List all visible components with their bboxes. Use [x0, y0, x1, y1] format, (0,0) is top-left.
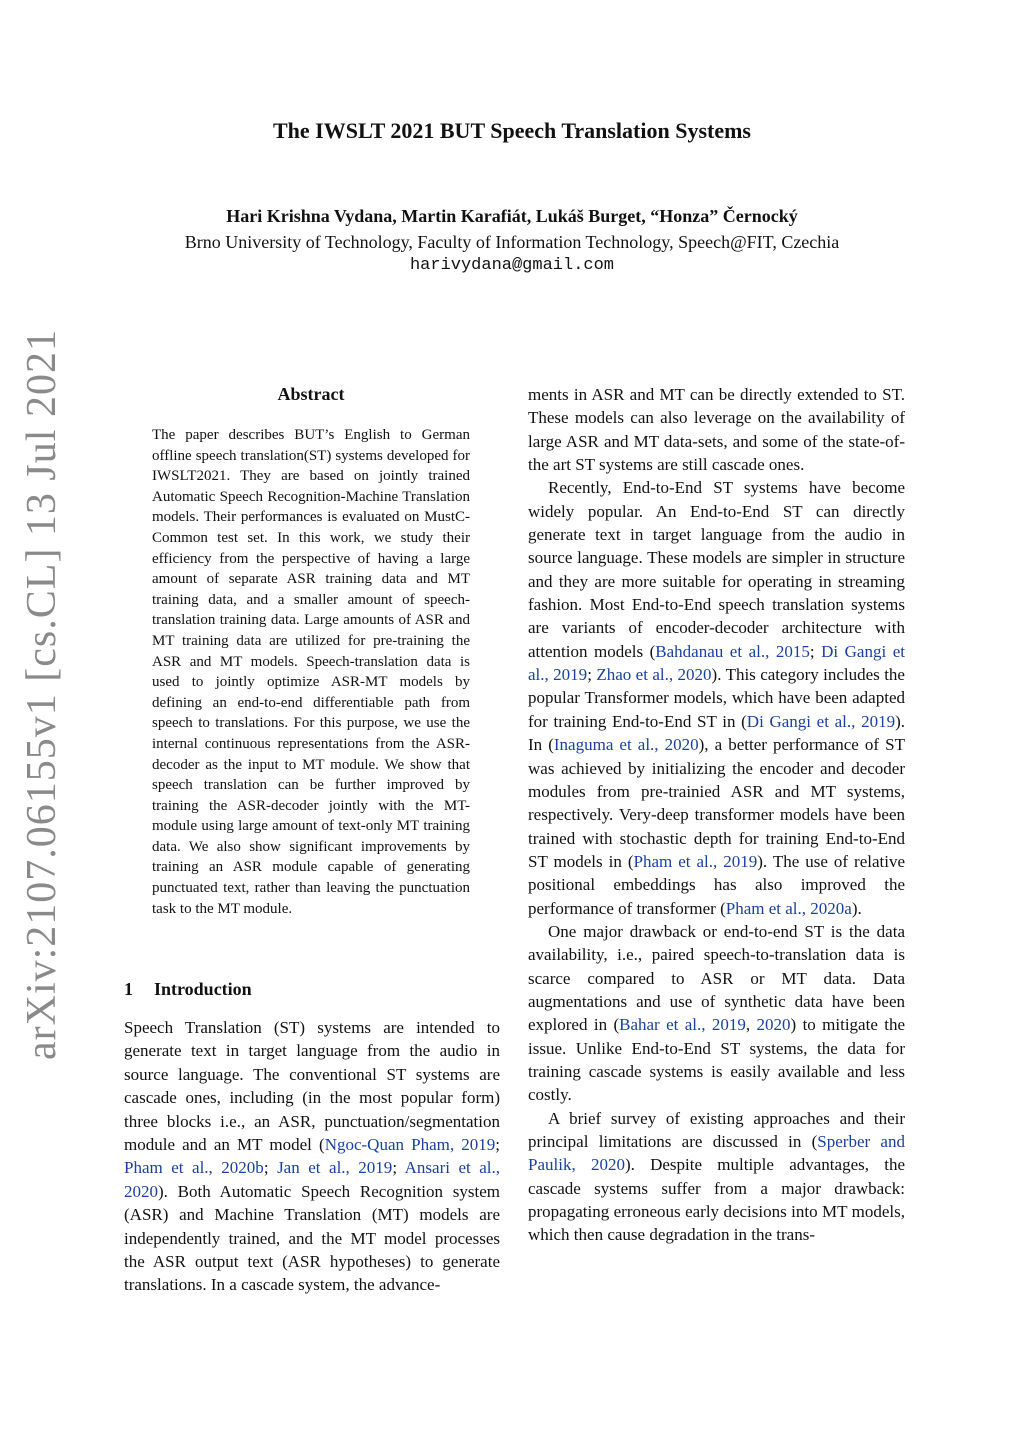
citation-link[interactable]: Sperber and Paulik, 2020 [528, 1132, 905, 1175]
abstract-body: The paper describes BUT’s English to German offline speech translation(ST) systems developed for IWSLT2021. They are based on jointly trained Automatic Speech Recognition-Machine Translation models. Their performances is evaluated on MustC-Common test set. In this work, we study their efficiency from the perspective of having a large amount of separate ASR training data and MT training data, and a smaller amount of speech-translation training data. Large amounts of ASR and MT training data are utilized for pre-training the ASR and MT models. Speech-translation data is used to jointly optimize ASR-MT models by defining an end-to-end differentiable path from speech to translations. For this purpose, we use the internal continuous representations from the ASR-decoder as the input to MT module. We show that speech translation can be further improved by training the ASR-decoder jointly with the MT-module using large amount of text-only MT training data. We also show significant improvements by training an ASR module capable of generating punctuated text, rather than leaving the punctuation task to the MT module. [152, 427, 470, 917]
arxiv-identifier-stamp: arXiv:2107.06155v1 [cs.CL] 13 Jul 2021 [19, 329, 65, 1060]
citation-separator: ; [263, 1158, 278, 1178]
section-heading-introduction [124, 979, 504, 1000]
paragraph-text: ), a better performance of ST was achieved by initializing the encoder and decoder modules from pre-trainied ASR and MT systems, respectively. Very-deep transformer models have been trained with stochastic depth for training End-to-End ST models in ( [528, 735, 905, 871]
citation-link[interactable]: 2020 [756, 1015, 791, 1035]
paragraph-text: ). This category includes the popular Transformer models, which have been adapted for training End-to-End ST in ( [528, 665, 905, 731]
citation-link[interactable]: Zhao et al., 2020 [596, 665, 712, 685]
author-affiliation: Brno University of Technology, Faculty of Information Technology, Speech@FIT, Czechia [184, 232, 840, 252]
section-number: 1 [124, 979, 133, 999]
intro-paragraph-1-continued: ments in ASR and MT can be directly extended to ST. These models can also leverage on the availability of large ASR and MT data-sets, and some of the state-of-the art ST systems are still cascade ones. [528, 385, 905, 475]
citation-separator: , [745, 1015, 757, 1035]
citation-link[interactable]: Ngoc-Quan Pham, 2019 [324, 1135, 496, 1155]
citation-link[interactable]: Pham et al., 2020a [725, 898, 852, 918]
citation-separator: ; [809, 641, 822, 661]
citation-link[interactable]: Ansari et al., 2020 [124, 1158, 501, 1201]
paragraph-text: Speech Translation (ST) systems are intended to generate text in target language from the audio in source language. The conventional ST systems are cascade ones, including (in the most popular form) three blocks i.e., an ASR, punctuation/segmentation module and an MT model ( [124, 1018, 500, 1155]
paper-title: The IWSLT 2021 BUT Speech Translation Systems [272, 118, 751, 143]
citation-link[interactable]: Di Gangi et al., 2019 [746, 711, 896, 731]
section-title: Introduction [154, 979, 252, 999]
paragraph-text: ) to mitigate the issue. Unlike End-to-End ST systems, the data for training cascade systems is easily available and less costly. [528, 1015, 906, 1105]
intro-paragraph-1 [124, 1016, 500, 1297]
intro-paragraph-2 [528, 476, 905, 920]
citation-separator: ; [392, 1158, 405, 1178]
abstract-heading: Abstract [277, 384, 345, 404]
paragraph-text: One major drawback or end-to-end ST is the data availability, i.e., paired speech-to-translation data is scarce compared to ASR or MT data. Data augmentations and use of synthetic data have been explored in ( [528, 921, 905, 1035]
citation-separator: ; [587, 665, 597, 685]
intro-paragraph-4 [528, 1107, 905, 1247]
paragraph-text: ). Despite multiple advantages, the cascade systems suffer from a major drawback: propagating erroneous early decisions into MT models, which then cause degradation in the trans- [528, 1155, 905, 1245]
citation-link[interactable]: Di Gangi et al., 2019 [528, 641, 905, 685]
contact-email[interactable]: harivydana@gmail.com [409, 256, 615, 275]
right-column-body [528, 383, 905, 1247]
citation-link[interactable]: Bahdanau et al., 2015 [655, 641, 810, 661]
citation-link[interactable]: Jan et al., 2019 [277, 1158, 393, 1178]
paragraph-text: ). [851, 898, 862, 918]
citation-link[interactable]: Pham et al., 2020b [124, 1158, 264, 1178]
citation-link[interactable]: Bahar et al., 2019 [619, 1015, 746, 1035]
paragraph-text: ). Both Automatic Speech Recognition system (ASR) and Machine Translation (MT) models are independently trained, and the MT model processes the ASR output text (ASR hypotheses) to generate translations. In a cascade system, the advance- [124, 1181, 500, 1295]
paragraph-text: Recently, End-to-End ST systems have become widely popular. An End-to-End ST can directly generate text in target language from the audio in source language. These models are simpler in structure and they are more suitable for operating in streaming fashion. Most End-to-End speech translation systems are variants of encoder-decoder architecture with attention models ( [528, 478, 905, 661]
paragraph-text: ). The use of relative positional embeddings has also improved the performance of transformer ( [528, 851, 906, 918]
citation-link[interactable]: Inaguma et al., 2020 [553, 735, 699, 755]
paragraph-text: A brief survey of existing approaches and their principal limitations are discussed in ( [528, 1108, 905, 1151]
intro-paragraph-3 [528, 920, 905, 1107]
citation-link[interactable]: Pham et al., 2019 [633, 851, 758, 871]
citation-separator: ; [495, 1135, 500, 1155]
author-list: Hari Krishna Vydana, Martin Karafiát, Lukáš Burget, “Honza” Černocký [226, 206, 798, 226]
left-column-body [124, 1016, 500, 1297]
paragraph-text: ). In ( [528, 711, 905, 755]
